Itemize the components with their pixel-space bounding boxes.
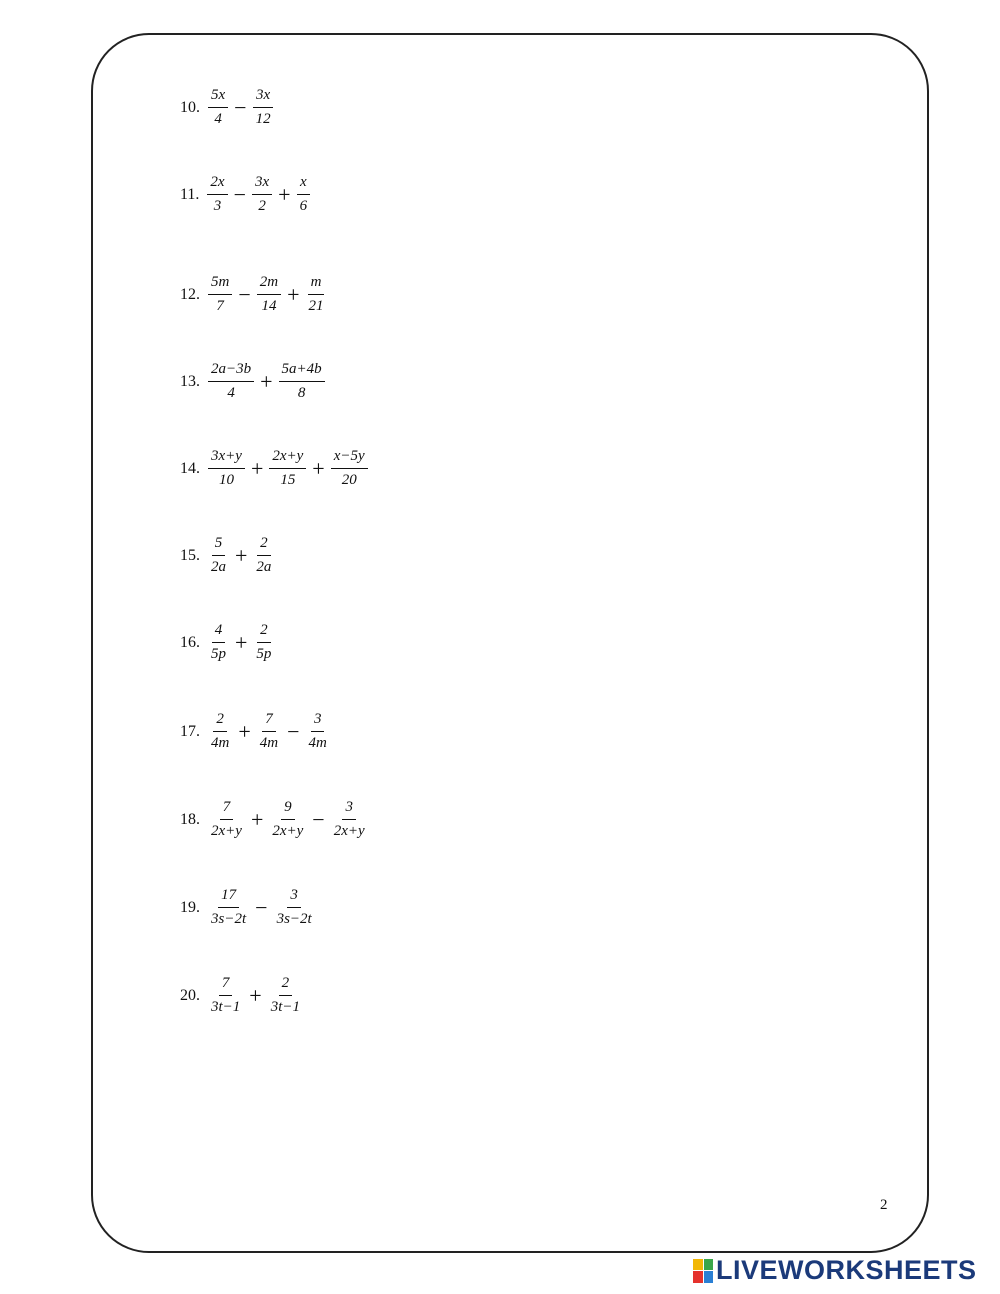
denominator: 12	[255, 111, 271, 127]
fraction	[208, 623, 229, 662]
liveworksheets-logo-icon	[693, 1259, 713, 1283]
denominator: 8	[297, 385, 306, 401]
problem-18	[180, 800, 371, 839]
numerator: 2x	[207, 175, 227, 195]
fraction	[253, 536, 274, 575]
fraction	[268, 976, 303, 1015]
operator: +	[260, 368, 273, 394]
operator: +	[238, 718, 251, 744]
denominator: 2	[258, 198, 266, 214]
denominator: 5p	[256, 646, 272, 662]
operator: +	[250, 455, 264, 481]
operator: +	[287, 281, 300, 307]
numerator: 3	[311, 712, 325, 732]
operator: +	[235, 629, 248, 655]
numerator: 5	[212, 536, 226, 556]
problem-10	[180, 88, 277, 127]
fraction	[208, 275, 232, 314]
fraction	[331, 449, 368, 488]
operator: +	[278, 181, 291, 207]
problem-number: 18.	[180, 810, 200, 828]
numerator: 5x	[208, 88, 228, 108]
denominator: 3s−2t	[276, 911, 312, 927]
denominator: 5p	[211, 646, 226, 662]
numerator: x	[297, 175, 310, 195]
denominator: 3t−1	[270, 999, 301, 1015]
denominator: 2x+y	[211, 823, 242, 839]
logo-square	[693, 1259, 703, 1271]
denominator: 3	[213, 198, 222, 214]
problem-number: 19.	[180, 898, 200, 916]
numerator: 5a+4b	[279, 362, 325, 382]
fraction	[306, 275, 327, 314]
operator: +	[250, 806, 264, 832]
numerator: 2	[213, 712, 227, 732]
numerator: 3	[287, 888, 301, 908]
problem-11	[180, 175, 313, 214]
fraction	[252, 175, 272, 214]
fraction	[257, 712, 281, 751]
fraction	[208, 449, 245, 488]
fraction	[207, 175, 227, 214]
denominator: 15	[280, 472, 296, 488]
operator: −	[233, 181, 246, 207]
numerator: x−5y	[331, 449, 368, 469]
denominator: 4m	[308, 735, 327, 751]
logo-square	[693, 1271, 703, 1283]
numerator: 9	[281, 800, 295, 820]
denominator: 4m	[259, 735, 279, 751]
problem-number: 15.	[180, 546, 200, 564]
denominator: 20	[341, 472, 357, 488]
numerator: 7	[219, 976, 233, 996]
problem-15	[180, 536, 277, 575]
denominator: 4m	[211, 735, 230, 751]
denominator: 6	[299, 198, 308, 214]
problem-number: 10.	[180, 98, 200, 116]
logo-square	[704, 1271, 714, 1283]
numerator: 7	[220, 800, 234, 820]
fraction	[208, 88, 228, 127]
operator: +	[249, 982, 262, 1008]
denominator: 7	[216, 298, 224, 314]
numerator: 2m	[257, 275, 281, 295]
problem-number: 14.	[180, 459, 200, 477]
problem-number: 16.	[180, 633, 200, 651]
brand-text: LIVEWORKSHEETS	[716, 1255, 977, 1285]
fraction	[257, 275, 281, 314]
problem-number: 17.	[180, 722, 200, 740]
fraction	[279, 362, 325, 401]
numerator: 2	[257, 623, 271, 643]
numerator: 3x	[253, 88, 273, 108]
operator: −	[312, 806, 325, 832]
denominator: 14	[261, 298, 277, 314]
fraction	[208, 536, 229, 575]
numerator: 5m	[208, 275, 232, 295]
operator: −	[234, 94, 247, 120]
denominator: 2a	[256, 559, 272, 575]
problem-14	[180, 449, 371, 488]
operator: +	[312, 455, 325, 481]
fraction	[274, 888, 315, 927]
problem-16	[180, 623, 277, 662]
numerator: 4	[212, 623, 226, 643]
denominator: 4	[214, 111, 222, 127]
problem-12	[180, 275, 330, 314]
fraction	[253, 88, 274, 127]
problem-number: 20.	[180, 986, 200, 1004]
fraction	[297, 175, 311, 214]
numerator: 3	[342, 800, 356, 820]
fraction	[331, 800, 368, 839]
page-number: 2	[880, 1197, 888, 1213]
fraction	[208, 712, 232, 751]
problem-20	[180, 976, 306, 1015]
logo-square	[704, 1259, 714, 1271]
denominator: 3s−2t	[211, 911, 247, 927]
denominator: 4	[227, 385, 235, 401]
fraction	[306, 712, 330, 751]
numerator: 17	[218, 888, 239, 908]
problem-number: 12.	[180, 285, 200, 303]
fraction	[269, 800, 306, 839]
liveworksheets-logo[interactable]	[693, 1255, 977, 1286]
operator: −	[287, 718, 300, 744]
numerator: m	[308, 275, 325, 295]
numerator: 3x+y	[208, 449, 245, 469]
problem-13	[180, 362, 328, 401]
numerator: 2	[279, 976, 293, 996]
fraction	[208, 362, 254, 401]
fraction	[253, 623, 274, 662]
operator: −	[255, 894, 268, 920]
denominator: 2a	[211, 559, 226, 575]
problem-number: 11.	[180, 185, 200, 203]
denominator: 21	[308, 298, 324, 314]
operator: −	[238, 281, 251, 307]
problem-17	[180, 712, 333, 751]
fraction	[208, 888, 249, 927]
numerator: 7	[262, 712, 276, 732]
denominator: 10	[218, 472, 234, 488]
problem-19	[180, 888, 318, 927]
numerator: 2x+y	[269, 449, 306, 469]
numerator: 3x	[252, 175, 272, 195]
problem-number: 13.	[180, 372, 200, 390]
denominator: 2x+y	[333, 823, 365, 839]
denominator: 2x+y	[272, 823, 304, 839]
fraction	[208, 800, 245, 839]
denominator: 3t−1	[211, 999, 241, 1015]
numerator: 2	[257, 536, 271, 556]
operator: +	[235, 542, 248, 568]
numerator: 2a−3b	[208, 362, 254, 382]
fraction	[208, 976, 243, 1015]
fraction	[269, 449, 306, 488]
